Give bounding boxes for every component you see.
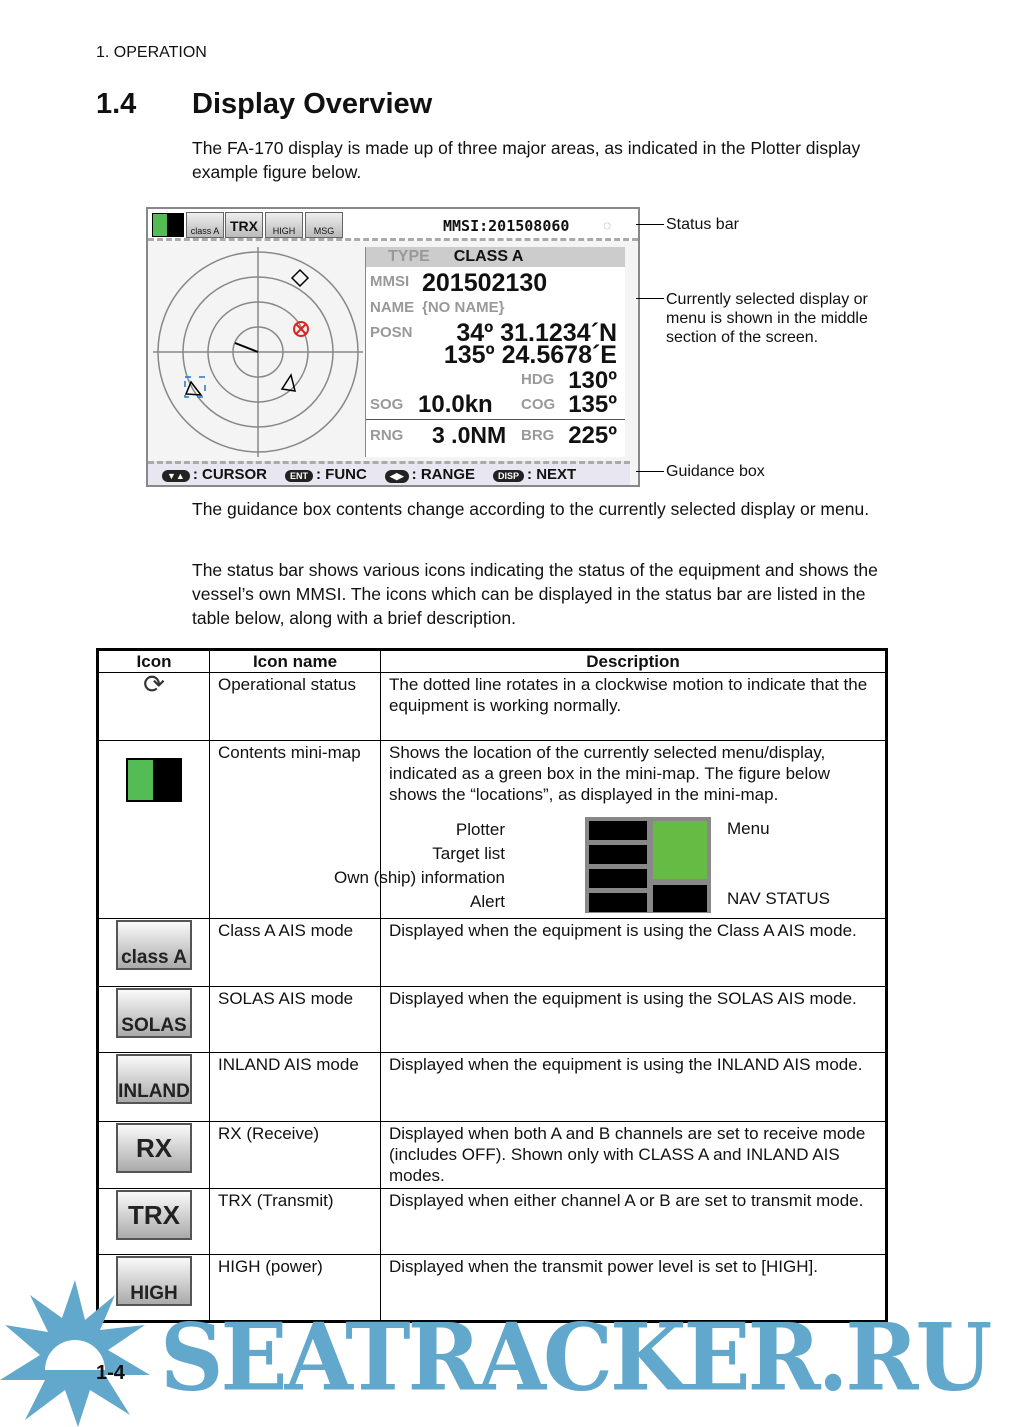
high-icon: HIGH (265, 212, 303, 238)
icon-name: Operational status (210, 673, 381, 741)
section-title: Display Overview (192, 88, 433, 120)
high-icon: HIGH (116, 1256, 192, 1306)
table-row (98, 1053, 887, 1122)
guide-range (385, 466, 475, 483)
callout-guidance-box: Guidance box (666, 463, 765, 480)
icon-description: Displayed when either channel A or B are set to transmit mode. (381, 1189, 887, 1255)
ent-key-icon: ENT (285, 470, 313, 482)
operational-status-icon: ◌ (603, 217, 612, 233)
plotter-radar (153, 247, 363, 457)
inland-icon: INLAND (116, 1054, 192, 1104)
icon-name: INLAND AIS mode (210, 1053, 381, 1122)
rng-label: RNG (370, 427, 404, 444)
name-label: NAME (370, 299, 415, 316)
range: 3 .0NM (432, 422, 507, 448)
icon-name: Class A AIS mode (210, 919, 381, 987)
icon-name: SOLAS AIS mode (210, 987, 381, 1053)
minimap-label-nav-status: NAV STATUS (727, 889, 830, 908)
posn-label: POSN (370, 324, 413, 341)
header-icon: Icon (98, 650, 210, 673)
disp-key-icon: DISP (493, 470, 524, 482)
class-a-icon: class A (116, 920, 192, 970)
plotter-display-figure (146, 207, 640, 487)
cog: 135º (568, 391, 617, 418)
sog: 10.0kn (418, 391, 493, 418)
mmsi-label: MMSI (370, 273, 410, 290)
guide-text: : NEXT (527, 466, 577, 483)
icon-description: Shows the location of the currently selected menu/display, indicated as a green box in the mini-map. The figure below shows the “locations”, as displayed in the mini-map. (389, 743, 830, 804)
minimap-label-plotter: Plotter (455, 820, 505, 839)
guide-text: : RANGE (411, 466, 476, 483)
operational-status-icon: ⟳ (143, 669, 165, 699)
header-icon-name: Icon name (210, 650, 381, 673)
status-paragraph: The status bar shows various icons indicating the status of the equipment and shows the vessel’s own MMSI. The icons which can be displayed in the status bar are listed in the table below, along with a brief description. (192, 560, 878, 628)
guide-cursor (162, 466, 267, 483)
msg-icon: MSG (305, 212, 343, 238)
range-keys-icon: ◀▶ (385, 470, 409, 483)
table-row (98, 1122, 887, 1189)
status-icon-table (96, 648, 888, 1323)
guide-text: : FUNC (316, 466, 367, 483)
icon-name: TRX (Transmit) (210, 1189, 381, 1255)
icon-description: Displayed when the equipment is using the Class A AIS mode. (381, 919, 887, 987)
callout-middle: Currently selected display or menu is shown in the middle section of the screen. (666, 291, 868, 346)
type-value: CLASS A (453, 248, 524, 265)
intro-paragraph: The FA-170 display is made up of three major areas, as indicated in the Plotter display example figure below. (192, 138, 861, 182)
chapter-header: 1. OPERATION (96, 44, 207, 61)
cursor-keys-icon: ▼▲ (162, 470, 190, 482)
cog-label: COG (521, 396, 556, 413)
icon-description: Displayed when the equipment is using the INLAND AIS mode. (381, 1053, 887, 1122)
hdg-label: HDG (521, 371, 555, 388)
guidance-box (148, 461, 630, 485)
icon-name: Contents mini-map (210, 741, 381, 919)
target-info-panel (365, 247, 625, 457)
minimap-label-menu: Menu (727, 819, 770, 838)
guide-text: : CURSOR (192, 466, 267, 483)
table-row (98, 987, 887, 1053)
icon-description: Displayed when both A and B channels are set to receive mode (includes OFF). Shown only with CLASS A and INLAND AIS modes. (381, 1122, 887, 1189)
status-bar (148, 209, 638, 241)
header-description: Description (381, 650, 887, 673)
brg-label: BRG (521, 427, 555, 444)
target-name: {NO NAME} (422, 299, 505, 316)
trx-icon: TRX (225, 212, 263, 238)
latitude: 34º 31.1234´N (456, 319, 617, 347)
class-a-icon: class A (186, 212, 224, 238)
icon-name: HIGH (power) (210, 1255, 381, 1322)
contents-minimap-icon (126, 758, 182, 802)
minimap-label-target-list: Target list (432, 844, 505, 863)
page-number: 1-4 (96, 1362, 125, 1384)
table-row (98, 1189, 887, 1255)
callout-status-bar: Status bar (666, 216, 739, 233)
rx-icon: RX (116, 1123, 192, 1173)
minimap-label-alert: Alert (470, 892, 505, 911)
guide-func (285, 466, 367, 483)
minimap-label-own-info: Own (ship) information (333, 868, 505, 887)
table-row (98, 673, 887, 741)
solas-icon: SOLAS (116, 988, 192, 1038)
table-row (98, 741, 887, 919)
type-label: TYPE (388, 248, 430, 265)
icon-description: The dotted line rotates in a clockwise motion to indicate that the equipment is working normally. (381, 673, 887, 741)
longitude: 135º 24.5678´E (443, 341, 617, 369)
icon-name: RX (Receive) (210, 1122, 381, 1189)
heading: 130º (568, 367, 617, 394)
guidance-paragraph: The guidance box contents change according to the currently selected display or menu. (192, 499, 870, 519)
trx-icon: TRX (116, 1190, 192, 1240)
icon-description: Displayed when the transmit power level is set to [HIGH]. (381, 1255, 887, 1322)
minimap-icon (152, 213, 184, 237)
section-number: 1.4 (96, 88, 137, 120)
target-mmsi: 201502130 (422, 269, 548, 297)
bearing: 225º (568, 422, 617, 449)
sun-logo-icon (0, 1280, 150, 1427)
icon-description: Displayed when the equipment is using the SOLAS AIS mode. (381, 987, 887, 1053)
table-row (98, 919, 887, 987)
guide-next (493, 466, 576, 483)
table-header-row (98, 650, 887, 673)
sog-label: SOG (370, 396, 404, 413)
own-mmsi: MMSI:201508060 (443, 217, 570, 235)
watermark: SEATRACKER.RU (160, 1302, 990, 1412)
minimap-diagram (333, 815, 877, 915)
